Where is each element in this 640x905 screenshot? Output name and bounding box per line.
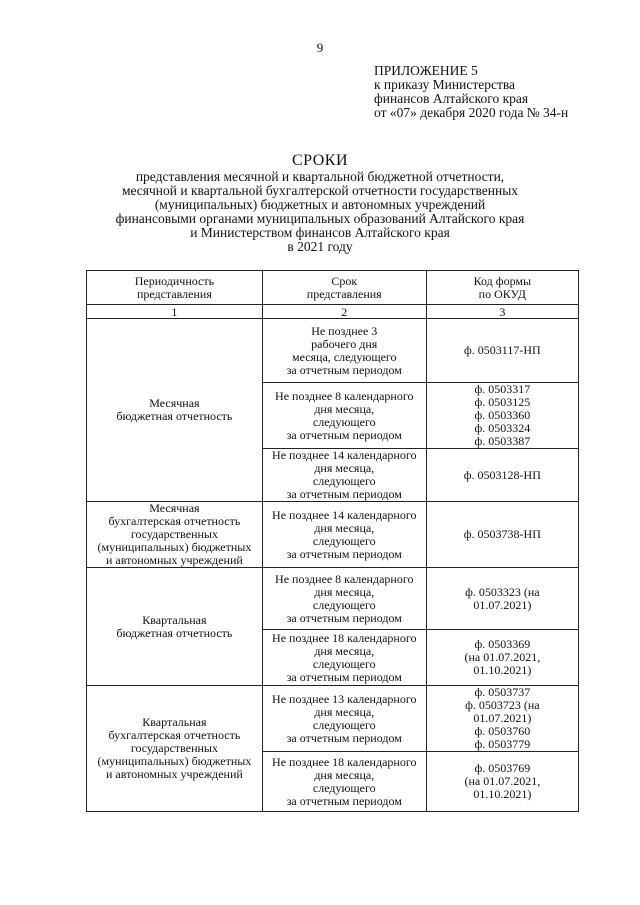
form-code-cell [426, 449, 578, 502]
periodicity-text: (муниципальных) бюджетных [97, 754, 252, 768]
column-number: 2 [262, 305, 426, 319]
deadline-text: следующего [312, 533, 376, 548]
deadline-text: дня месяца, [314, 643, 375, 658]
form-code-cell [426, 686, 578, 752]
table-row [87, 686, 579, 752]
column-number-row [87, 305, 579, 319]
periodicity-text: Квартальная [142, 612, 207, 627]
form-code-text: ф. 0503117-НП [464, 343, 541, 357]
periodicity-text: государственных [130, 527, 218, 541]
deadline-text: следующего [312, 717, 376, 732]
periodicity-text: Квартальная [142, 715, 207, 729]
deadline-text: дня месяца, [314, 401, 375, 416]
periodicity-text: и автономных учреждений [106, 553, 243, 567]
header-text: Код формы [473, 273, 532, 288]
table-row [87, 568, 579, 630]
deadline-text: дня месяца, [314, 520, 375, 535]
periodicity-cell [87, 686, 263, 812]
appendix-block [374, 64, 568, 120]
deadline-cell [262, 568, 426, 630]
document-title [0, 152, 640, 254]
form-code-text: ф. 0503324 [474, 421, 531, 435]
form-code-text: ф. 0503779 [474, 737, 531, 751]
column-number: 1 [87, 305, 263, 319]
deadline-text: за отчетным периодом [286, 793, 402, 808]
form-code-text: ф. 0503128-НП [463, 467, 541, 482]
deadline-text: Не позднее 14 календарного [272, 507, 417, 522]
deadline-text: за отчетным периодом [286, 487, 402, 501]
periodicity-text: бюджетная отчетность [116, 625, 233, 640]
deadline-cell [262, 752, 426, 812]
title-subtitle [0, 170, 640, 254]
periodicity-text: бюджетная отчетность [116, 409, 233, 423]
form-code-text: ф. 0503769 [474, 761, 531, 775]
deadline-text: Не позднее 18 календарного [272, 630, 417, 645]
form-code-cell [426, 383, 578, 449]
title-line: и Министерством финансов Алтайского края [190, 225, 450, 240]
periodicity-text: Месячная [149, 396, 200, 410]
deadline-cell [262, 319, 426, 383]
header-deadline [262, 271, 426, 305]
periodicity-text: и автономных учреждений [106, 767, 243, 781]
deadline-text: Не позднее 18 календарного [272, 754, 417, 769]
header-text: по ОКУД [478, 286, 526, 301]
form-code-cell [426, 630, 578, 686]
page-number: 9 [316, 40, 324, 55]
header-periodicity [87, 271, 263, 305]
form-code-text: ф. 0503360 [474, 408, 531, 422]
deadline-text: следующего [312, 414, 376, 429]
deadline-text: месяца, следующего [291, 349, 397, 364]
deadline-text: за отчетным периодом [286, 546, 402, 561]
deadline-text: Не позднее 3 [311, 323, 378, 338]
appendix-date-line: от «07» декабря 2020 года № 34-н [374, 105, 569, 120]
periodicity-cell [87, 568, 263, 686]
appendix-title: ПРИЛОЖЕНИЕ 5 [374, 63, 478, 78]
title-main: СРОКИ [291, 152, 349, 169]
header-text: представления [306, 286, 382, 301]
deadline-text: за отчетным периодом [286, 669, 402, 684]
periodicity-cell [87, 502, 263, 568]
deadline-cell [262, 686, 426, 752]
form-code-cell [426, 752, 578, 812]
deadline-text: Не позднее 14 календарного [272, 448, 417, 462]
deadline-text: Не позднее 13 календарного [272, 691, 417, 706]
periodicity-cell [87, 319, 263, 502]
form-code-cell [426, 502, 578, 568]
periodicity-text: (муниципальных) бюджетных [97, 540, 252, 554]
header-text: Периодичность [134, 273, 215, 288]
deadline-cell [262, 449, 426, 502]
deadline-text: следующего [312, 474, 376, 488]
form-code-text: ф. 0503125 [474, 395, 531, 409]
form-code-text: 01.10.2021) [473, 787, 532, 801]
appendix-order-line: к приказу Министерства [374, 77, 516, 92]
deadline-text: дня месяца, [314, 461, 375, 475]
column-number: 3 [426, 305, 578, 319]
deadline-cell [262, 502, 426, 568]
deadlines-table [86, 270, 579, 812]
deadline-text: за отчетным периодом [286, 362, 402, 377]
title-line: в 2021 году [287, 239, 353, 254]
form-code-text: 01.07.2021) [473, 711, 532, 725]
form-code-text: ф. 0503723 (на [465, 698, 540, 712]
form-code-text: ф. 0503387 [474, 434, 531, 448]
periodicity-text: Месячная [149, 501, 200, 515]
periodicity-text: бухгалтерская отчетность [108, 728, 241, 742]
appendix-ministry-line: финансов Алтайского края [374, 91, 529, 106]
form-code-text: (на 01.07.2021, [464, 650, 541, 664]
form-code-text: ф. 0503369 [474, 637, 531, 651]
deadline-text: рабочего дня [311, 336, 378, 351]
periodicity-text: государственных [130, 741, 218, 755]
deadline-text: дня месяца, [314, 767, 375, 782]
deadline-text: следующего [312, 597, 376, 612]
form-code-text: ф. 0503738-НП [463, 527, 541, 541]
deadline-cell [262, 383, 426, 449]
table-row [87, 502, 579, 568]
form-code-text: ф. 0503323 (на [465, 584, 540, 599]
deadline-text: Не позднее 8 календарного [275, 388, 414, 403]
deadline-cell [262, 630, 426, 686]
form-code-text: 01.07.2021) [473, 597, 532, 612]
form-code-text: 01.10.2021) [473, 663, 532, 677]
title-line: представления месячной и квартальной бюджетной отчетности, [135, 169, 505, 184]
title-line: месячной и квартальной бухгалтерской отчетности государственных [121, 183, 519, 198]
table-header-row [87, 271, 579, 305]
deadline-text: дня месяца, [314, 584, 375, 599]
deadline-text: Не позднее 8 календарного [275, 571, 414, 586]
form-code-text: ф. 0503737 [474, 685, 531, 699]
form-code-cell [426, 568, 578, 630]
title-line: финансовыми органами муниципальных образований Алтайского края [115, 211, 525, 226]
form-code-text: ф. 0503760 [474, 724, 531, 738]
deadline-text: за отчетным периодом [286, 427, 402, 442]
title-line: (муниципальных) бюджетных и автономных учреждений [154, 197, 486, 212]
form-code-text: (на 01.07.2021, [464, 774, 541, 788]
table-row [87, 319, 579, 383]
periodicity-text: бухгалтерская отчетность [108, 514, 241, 528]
header-text: Срок [331, 273, 358, 288]
header-text: представления [136, 286, 212, 301]
deadline-text: за отчетным периодом [286, 610, 402, 625]
deadline-text: следующего [312, 656, 376, 671]
form-code-text: ф. 0503317 [474, 382, 531, 396]
deadline-text: дня месяца, [314, 704, 375, 719]
form-code-cell [426, 319, 578, 383]
deadline-text: следующего [312, 780, 376, 795]
deadline-text: за отчетным периодом [286, 730, 402, 745]
header-form-code [426, 271, 578, 305]
